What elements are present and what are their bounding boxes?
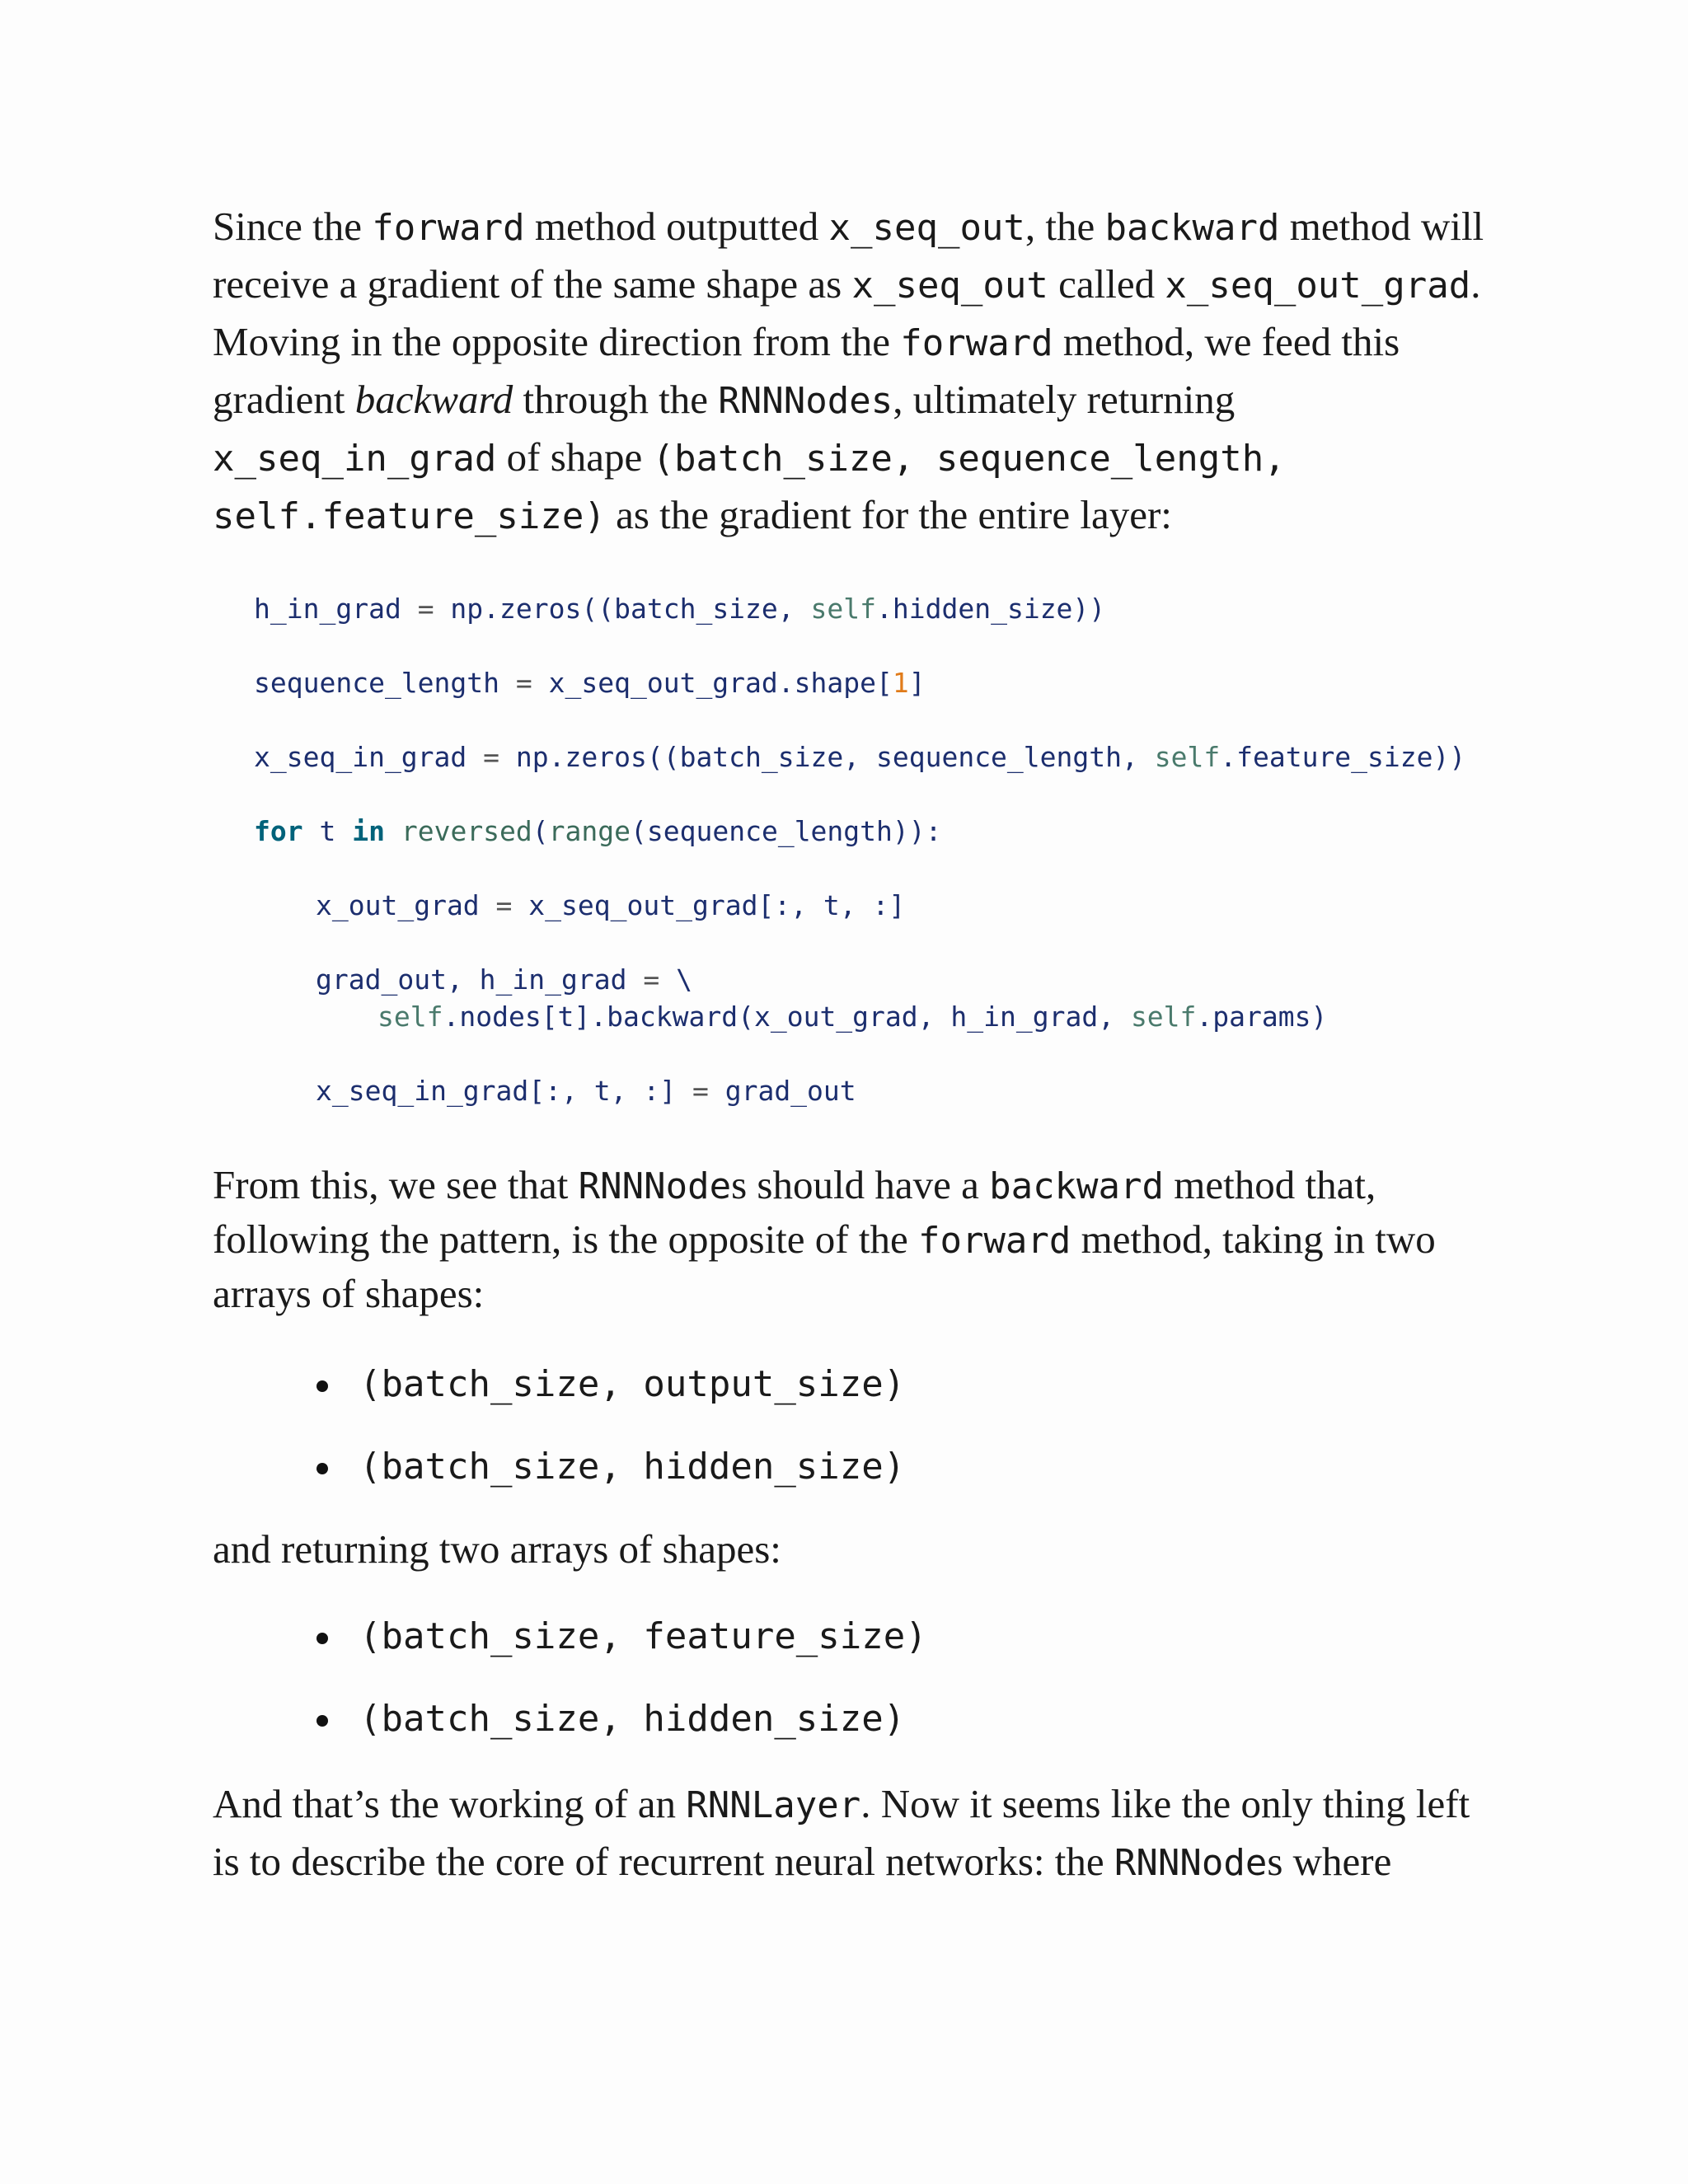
- inline-code: x_seq_out_grad: [1165, 265, 1471, 307]
- inline-code: x_seq_out: [828, 207, 1025, 249]
- text: of shape: [496, 434, 653, 480]
- code-token: t: [302, 815, 353, 847]
- code-line: [316, 887, 905, 925]
- code-line: [316, 1072, 856, 1110]
- text: , ultimately returning: [893, 377, 1236, 422]
- text: method that, following the pattern, is the opposite of the: [213, 1162, 1376, 1262]
- text: Since the: [213, 204, 373, 249]
- code-token: x_seq_in_grad: [254, 741, 484, 773]
- inline-code: RNNNode: [1114, 1842, 1268, 1884]
- code-token: sequence_length: [254, 667, 516, 699]
- inline-code: RNNLayer: [686, 1784, 861, 1826]
- code-keyword: in: [352, 815, 385, 847]
- code-token: .params): [1196, 1001, 1328, 1033]
- code-token: self: [377, 1001, 443, 1033]
- code-token: x_seq_out_grad[:, t, :]: [512, 889, 906, 921]
- code-token: np.zeros((batch_size, sequence_length,: [499, 741, 1155, 773]
- inline-code: x_seq_in_grad: [213, 438, 497, 480]
- text: s where: [1267, 1839, 1392, 1884]
- inline-code: forward: [372, 207, 525, 249]
- code-token: grad_out: [708, 1075, 856, 1107]
- code-token: =: [483, 741, 500, 773]
- inline-code: x_seq_out: [851, 265, 1048, 307]
- code-token: grad_out, h_in_grad: [316, 963, 644, 996]
- text: And that’s the working of an: [213, 1781, 687, 1826]
- text: method, we feed this gradient: [213, 319, 1400, 422]
- text: called: [1048, 261, 1165, 307]
- code-token: .hidden_size)): [876, 593, 1106, 625]
- inline-code: RNNNode: [578, 1165, 732, 1207]
- code-token: [385, 815, 401, 847]
- code-token: self: [810, 593, 877, 625]
- list-item: (batch_size, hidden_size): [313, 1442, 905, 1525]
- text: method will receive a gradient of the same shape as: [213, 204, 1484, 307]
- text: through the: [513, 377, 719, 422]
- inline-code: RNNNodes: [718, 380, 893, 422]
- code-token: (sequence_length)):: [631, 815, 942, 847]
- inline-code: backward: [1104, 207, 1280, 249]
- closing-paragraph: [213, 1776, 1498, 1891]
- text: as the gradient for the entire layer:: [605, 492, 1172, 537]
- code-token: x_out_grad: [316, 889, 496, 921]
- code-token: np.zeros((batch_size,: [434, 593, 811, 625]
- emphasis: backward: [354, 377, 513, 422]
- code-token: ]: [908, 667, 926, 699]
- code-line: [316, 961, 692, 999]
- returning-paragraph: and returning two arrays of shapes:: [213, 1526, 781, 1572]
- code-builtin: reversed: [401, 815, 532, 847]
- code-token: h_in_grad: [254, 593, 418, 625]
- code-token: x_seq_out_grad.shape[: [532, 667, 893, 699]
- text: s should have a: [731, 1162, 990, 1207]
- code-token: .nodes[t].backward(x_out_grad, h_in_grad,: [443, 1001, 1131, 1033]
- code-token: self: [1130, 1001, 1197, 1033]
- code-token: .feature_size)): [1220, 741, 1466, 773]
- text: . Moving in the opposite direction from the: [213, 261, 1481, 364]
- inline-code: forward: [917, 1220, 1071, 1262]
- code-line: [254, 813, 942, 851]
- code-token: =: [515, 667, 532, 699]
- code-builtin: range: [548, 815, 631, 847]
- inline-code: backward: [989, 1165, 1165, 1207]
- text: , the: [1025, 204, 1105, 249]
- intro-paragraph: [213, 199, 1498, 545]
- code-line: [254, 590, 1105, 628]
- code-line: [377, 998, 1327, 1036]
- input-shapes-list: [313, 1360, 905, 1525]
- list-item: (batch_size, feature_size): [313, 1612, 927, 1694]
- code-token: =: [495, 889, 513, 921]
- code-token: (: [532, 815, 549, 847]
- code-token: 1: [892, 667, 909, 699]
- code-token: x_seq_in_grad[:, t, :]: [316, 1075, 692, 1107]
- text: . Now it seems like the only thing left is to describe the core of recurrent neural networks: the: [213, 1781, 1470, 1884]
- text: method outputted: [524, 204, 829, 249]
- inline-code: forward: [900, 322, 1053, 364]
- code-token: self: [1154, 741, 1221, 773]
- list-item: (batch_size, hidden_size): [313, 1694, 927, 1777]
- backward-paragraph: [213, 1159, 1498, 1320]
- code-token: \: [659, 963, 692, 996]
- code-line: [254, 664, 926, 702]
- list-item: (batch_size, output_size): [313, 1360, 905, 1442]
- code-keyword: for: [254, 815, 303, 847]
- code-token: =: [643, 963, 660, 996]
- code-token: =: [417, 593, 434, 625]
- code-line: [254, 738, 1465, 776]
- inline-code: (batch_size, sequence_length, self.feature_size): [213, 438, 1286, 537]
- code-token: =: [692, 1075, 709, 1107]
- text: From this, we see that: [213, 1162, 579, 1207]
- output-shapes-list: [313, 1612, 927, 1777]
- text: method, taking in two arrays of shapes:: [213, 1216, 1436, 1316]
